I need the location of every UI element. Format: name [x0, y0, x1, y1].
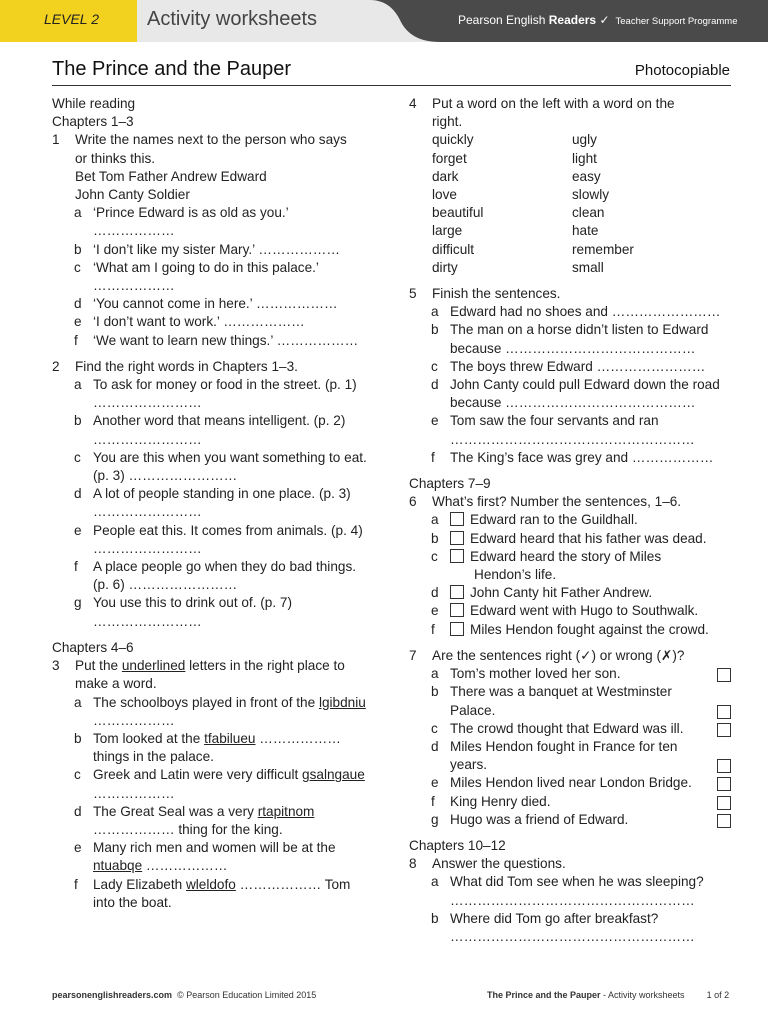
question-item [409, 303, 731, 321]
right-wrong-checkbox [717, 705, 731, 719]
header-bar [0, 0, 768, 42]
item-text: The boys threw Edward …………………… [450, 358, 706, 374]
left-word: forget [432, 150, 467, 166]
question-item [52, 594, 377, 612]
item-letter: a [431, 512, 439, 528]
worksheet-type: Activity worksheets [147, 8, 318, 30]
right-word: easy [572, 168, 601, 184]
right-wrong-checkbox [717, 668, 731, 682]
item-continuation [409, 566, 731, 584]
underlined-letters: rtapitnom [257, 803, 315, 819]
footer-left [52, 990, 316, 1000]
item-continuation [409, 340, 731, 358]
item-text: Find the right words in Chapters 1–3. [75, 358, 298, 374]
item-text: Tom’s mother loved her son. [450, 666, 621, 682]
item-text: Tom looked at the tfabilueu ……………… [93, 730, 341, 746]
item-text: Put the underlined letters in the right place to [75, 658, 345, 674]
item-letter: a [431, 304, 439, 320]
spacer [52, 631, 377, 639]
item-text: (p. 6) …………………… [93, 577, 238, 593]
item-text: Hugo was a friend of Edward. [450, 811, 629, 827]
right-word: slowly [572, 187, 610, 203]
programme-label: Teacher Support Programme [615, 16, 738, 27]
item-letter: c [431, 358, 438, 374]
item-text: Miles Hendon fought against the crowd. [470, 621, 709, 637]
right-word: ugly [572, 132, 597, 148]
item-text: ntuabqe ……………… [93, 858, 228, 874]
item-text: A lot of people standing in one place. (p. 3) [93, 486, 351, 502]
underlined-letters: gsalngaue [302, 767, 365, 783]
item-letter: g [74, 595, 82, 611]
question-item [52, 313, 377, 331]
left-word: beautiful [432, 205, 484, 221]
item-letter: a [74, 694, 82, 710]
answer-checkbox [450, 603, 464, 617]
item-letter: g [431, 811, 439, 827]
question-item [409, 530, 731, 548]
question-item [409, 738, 731, 756]
item-letter: c [431, 548, 438, 564]
question-item [409, 358, 731, 376]
item-letter: e [74, 522, 82, 538]
item-letter: a [431, 666, 439, 682]
item-text: Miles Hendon fought in France for ten [450, 738, 678, 754]
item-letter: c [74, 449, 81, 465]
item-text: ……………… [93, 712, 175, 728]
left-word: quickly [432, 132, 474, 148]
item-text: …………………… [93, 540, 202, 556]
item-continuation [409, 756, 731, 774]
item-text: because …………………………………… [450, 395, 696, 411]
item-text: The King’s face was grey and ……………… [450, 449, 714, 465]
item-text: Answer the questions. [432, 856, 566, 872]
item-text: …………………… [93, 504, 202, 520]
question-4 [409, 95, 731, 113]
question-item [52, 449, 377, 467]
item-text: …………………… [93, 431, 202, 447]
item-text: …………………… [93, 395, 202, 411]
question-item [409, 665, 731, 683]
item-text: Edward ran to the Guildhall. [470, 512, 638, 528]
left-word: dirty [432, 259, 458, 275]
item-letter: d [431, 377, 439, 393]
right-wrong-checkbox [717, 796, 731, 810]
section-heading [52, 639, 377, 657]
item-letter: e [431, 603, 439, 619]
item-letter: d [74, 296, 82, 312]
readers-tick-icon: ✓ [596, 13, 610, 27]
question-item [52, 839, 377, 857]
item-text: To ask for money or food in the street. (p. 1) [93, 377, 357, 393]
question-item [409, 811, 731, 829]
right-column [409, 95, 731, 946]
brand-pearson: Pearson English [458, 13, 549, 27]
footer-worksheet: - Activity worksheets [600, 990, 685, 1000]
question-item [52, 332, 377, 350]
item-text: ……………… [93, 223, 175, 239]
left-word: large [432, 223, 463, 239]
item-letter: b [74, 413, 82, 429]
item-text: Tom saw the four servants and ran [450, 413, 659, 429]
item-letter: a [74, 377, 82, 393]
item-text: John Canty Soldier [75, 187, 190, 203]
question-item [52, 730, 377, 748]
question-item [409, 584, 731, 602]
item-continuation [52, 857, 377, 875]
question-item [52, 803, 377, 821]
item-text: (p. 3) …………………… [93, 468, 238, 484]
right-word: remember [572, 241, 634, 257]
question-number: 6 [409, 494, 417, 510]
item-text: or thinks this. [75, 150, 156, 166]
item-text: You are this when you want something to eat. [93, 449, 367, 465]
question-item [409, 321, 731, 339]
item-text: Edward heard the story of Miles [470, 548, 662, 564]
item-text: Miles Hendon lived near London Bridge. [450, 775, 692, 791]
item-text: things in the palace. [93, 749, 214, 765]
item-text: Many rich men and women will be at the [93, 840, 336, 856]
word-pairs [409, 131, 731, 277]
question-item [409, 621, 731, 639]
item-continuation [52, 394, 377, 412]
answer-checkbox [450, 622, 464, 636]
footer-copyright: © Pearson Education Limited 2015 [177, 990, 317, 1000]
item-text: ……………………………………………… [450, 431, 695, 447]
spacer [52, 350, 377, 358]
question-heading [409, 493, 731, 511]
question-item [52, 204, 377, 222]
question-item [52, 876, 377, 894]
item-text: ‘I don’t like my sister Mary.’ ……………… [93, 241, 340, 257]
question-text: Put a word on the left with a word on the [432, 96, 675, 111]
photocopiable-label: Photocopiable [634, 62, 730, 79]
question-heading [409, 647, 731, 665]
item-text: Chapters 10–12 [409, 837, 506, 853]
right-word: light [572, 150, 597, 166]
question-heading [52, 358, 377, 376]
question-item [409, 793, 731, 811]
question-item [52, 522, 377, 540]
question-item [409, 720, 731, 738]
answer-checkbox [450, 585, 464, 599]
item-letter: d [431, 738, 439, 754]
brand-readers: Readers [548, 13, 597, 27]
item-text: Edward had no shoes and …………………… [450, 304, 721, 320]
item-letter: b [74, 730, 82, 746]
spacer [409, 639, 731, 647]
question-item [409, 910, 731, 928]
answer-checkbox [450, 531, 464, 545]
item-letter: d [74, 486, 82, 502]
question-heading [409, 855, 731, 873]
item-letter: b [431, 910, 439, 926]
answer-checkbox [450, 512, 464, 526]
spacer [409, 467, 731, 475]
item-continuation [52, 613, 377, 631]
item-continuation [409, 394, 731, 412]
item-continuation [52, 467, 377, 485]
section-heading [409, 837, 731, 855]
question-item [409, 511, 731, 529]
right-wrong-checkbox [717, 759, 731, 773]
item-text: Chapters 4–6 [52, 639, 134, 655]
footer-page: 1 of 2 [706, 990, 730, 1000]
item-letter: e [74, 314, 82, 330]
item-letter: c [74, 259, 81, 275]
question-number: 1 [52, 132, 60, 148]
item-letter: f [74, 559, 78, 575]
title-rule [52, 85, 731, 86]
item-text: make a word. [75, 676, 157, 692]
question-number: 7 [409, 647, 417, 663]
question-item [409, 873, 731, 891]
right-items [409, 285, 731, 946]
right-wrong-checkbox [717, 814, 731, 828]
item-continuation [52, 576, 377, 594]
item-text: ‘I don’t want to work.’ ……………… [93, 314, 305, 330]
item-text: …………………… [93, 613, 202, 629]
footer-site: pearsonenglishreaders.com [52, 990, 173, 1000]
item-continuation [409, 928, 731, 946]
item-letter: a [431, 874, 439, 890]
item-text: Greek and Latin were very difficult gsalngaue [93, 767, 365, 783]
question-number: 2 [52, 358, 60, 374]
question-item [52, 376, 377, 394]
item-text: Chapters 7–9 [409, 476, 491, 492]
item-text: years. [450, 757, 488, 773]
question-item [52, 295, 377, 313]
item-text: ‘We want to learn new things.’ ……………… [93, 332, 359, 348]
question-item [52, 694, 377, 712]
item-continuation [52, 821, 377, 839]
item-letter: f [74, 332, 78, 348]
underlined-letters: wleldofo [185, 876, 236, 892]
item-letter: e [431, 775, 439, 791]
item-text: Another word that means intelligent. (p. 2) [93, 413, 346, 429]
question-number: 4 [409, 96, 417, 111]
item-text: John Canty could pull Edward down the road [450, 377, 720, 393]
question-number: 5 [409, 286, 417, 302]
item-continuation [409, 431, 731, 449]
question-text-cont: right. [432, 114, 463, 130]
item-text: The man on a horse didn’t listen to Edward [450, 322, 709, 338]
item-text: John Canty hit Father Andrew. [470, 585, 653, 601]
item-text: ‘What am I going to do in this palace.’ [93, 259, 319, 275]
left-column [52, 95, 377, 912]
item-letter: c [74, 767, 81, 783]
item-letter: d [74, 803, 82, 819]
item-continuation [52, 748, 377, 766]
question-item [52, 241, 377, 259]
item-letter: b [431, 684, 439, 700]
item-continuation [52, 222, 377, 240]
item-continuation [52, 540, 377, 558]
item-text: Are the sentences right (✓) or wrong (✗)? [432, 647, 685, 663]
item-text: ……………………………………………… [450, 928, 695, 944]
item-letter: f [74, 876, 78, 892]
item-text: King Henry died. [450, 793, 551, 809]
item-text: Write the names next to the person who says [75, 132, 347, 148]
item-text: Lady Elizabeth wleldofo ……………… Tom [93, 876, 351, 892]
question-heading [409, 285, 731, 303]
item-text: Edward heard that his father was dead. [470, 530, 707, 546]
right-wrong-checkbox [717, 777, 731, 791]
question-item [52, 766, 377, 784]
item-letter: f [431, 621, 435, 637]
right-word: clean [572, 205, 605, 221]
question-item [409, 376, 731, 394]
item-text: A place people go when they do bad things. [93, 559, 357, 575]
left-word: love [432, 187, 457, 203]
item-text: Where did Tom go after breakfast? [450, 910, 659, 926]
item-text: ……………… [93, 278, 175, 294]
item-text: What did Tom see when he was sleeping? [450, 874, 704, 890]
item-text: Finish the sentences. [432, 286, 561, 302]
item-text: There was a banquet at Westminster [450, 684, 672, 700]
underlined-letters: ntuabqe [93, 858, 143, 874]
footer-book: The Prince and the Pauper [487, 990, 601, 1000]
section-heading [52, 113, 377, 131]
item-continuation [409, 702, 731, 720]
item-text: ……………… thing for the king. [93, 821, 283, 837]
item-letter: d [431, 585, 439, 601]
item-continuation [409, 892, 731, 910]
question-number: 3 [52, 658, 60, 674]
item-text: You use this to drink out of. (p. 7) [93, 595, 292, 611]
item-letter: e [431, 413, 439, 429]
item-text: Bet Tom Father Andrew Edward [75, 168, 267, 184]
item-letter: b [431, 322, 439, 338]
item-continuation [52, 503, 377, 521]
item-text: ……………… [93, 785, 175, 801]
right-word: hate [572, 223, 599, 239]
question-heading-cont [52, 675, 377, 693]
question-item [409, 548, 731, 566]
question-heading [52, 657, 377, 675]
item-text: The schoolboys played in front of the lgibdniu [93, 694, 366, 710]
item-continuation [52, 712, 377, 730]
brand [458, 13, 737, 27]
right-word: small [572, 259, 604, 275]
question-heading-cont [52, 150, 377, 168]
question-item [52, 259, 377, 277]
item-continuation [52, 894, 377, 912]
page-title: The Prince and the Pauper [52, 58, 292, 80]
right-wrong-checkbox [717, 723, 731, 737]
left-word: dark [432, 168, 459, 184]
question-number: 8 [409, 856, 417, 872]
item-text: because …………………………………… [450, 340, 696, 356]
item-text: What’s first? Number the sentences, 1–6. [432, 494, 682, 510]
item-continuation [52, 785, 377, 803]
question-item [52, 558, 377, 576]
item-text: The crowd thought that Edward was ill. [450, 720, 684, 736]
item-text: Hendon’s life. [474, 567, 557, 583]
item-letter: c [431, 720, 438, 736]
question-item [409, 683, 731, 701]
answer-checkbox [450, 549, 464, 563]
question-item [409, 602, 731, 620]
section-heading [52, 95, 377, 113]
question-item [409, 449, 731, 467]
name-list [52, 168, 377, 186]
underlined-letters: lgibdniu [318, 694, 366, 710]
item-text: Chapters 1–3 [52, 114, 134, 130]
item-text: ……………………………………………… [450, 892, 695, 908]
question-item [52, 412, 377, 430]
question-heading [52, 131, 377, 149]
name-list [52, 186, 377, 204]
item-text: The Great Seal was a very rtapitnom [93, 803, 315, 819]
item-text: ‘You cannot come in here.’ ……………… [93, 296, 338, 312]
item-letter: b [74, 241, 82, 257]
item-letter: e [74, 840, 82, 856]
item-letter: a [74, 205, 82, 221]
item-text: Palace. [450, 702, 496, 718]
item-text: Edward went with Hugo to Southwalk. [470, 603, 699, 619]
spacer [409, 829, 731, 837]
item-letter: f [431, 449, 435, 465]
item-text: into the boat. [93, 894, 172, 910]
left-word: difficult [432, 241, 475, 257]
footer-right [487, 990, 729, 1000]
underlined-letters: tfabilueu [204, 730, 256, 746]
section-heading [409, 475, 731, 493]
item-text: While reading [52, 96, 136, 111]
question-item [409, 412, 731, 430]
item-letter: b [431, 530, 439, 546]
item-continuation [52, 431, 377, 449]
item-continuation [52, 277, 377, 295]
item-letter: f [431, 793, 435, 809]
item-text: People eat this. It comes from animals. (p. 4) [93, 522, 363, 538]
question-item [52, 485, 377, 503]
underlined-letters: underlined [121, 658, 186, 674]
item-text: ‘Prince Edward is as old as you.’ [93, 205, 289, 221]
level-label: LEVEL 2 [44, 11, 100, 27]
question-item [409, 774, 731, 792]
